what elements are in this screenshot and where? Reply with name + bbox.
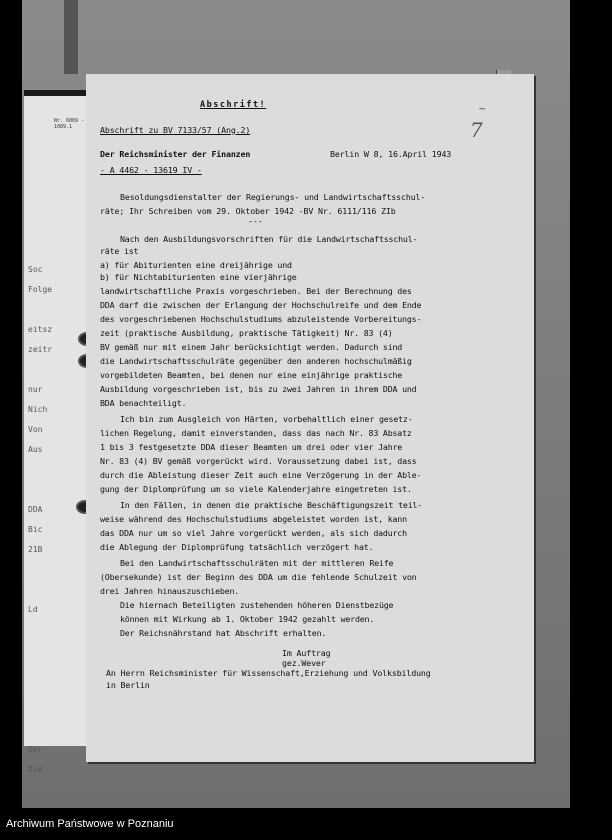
underlying-text-fragment: Bic <box>28 525 43 534</box>
reference-line: Abschrift zu BV 7133/57 (Ang.2) <box>100 125 251 135</box>
handwritten-mark: ~ <box>478 104 487 115</box>
underlying-text-fragment: Soc <box>28 265 43 274</box>
body-line: können mit Wirkung ab 1. Oktober 1942 gezahlt werden. <box>120 614 375 624</box>
body-line: durch die Ableistung dieser Zeit auch eine Verzögerung in der Able- <box>100 470 422 480</box>
underlying-text-fragment: Die <box>28 765 43 774</box>
binder-strip <box>64 0 78 74</box>
underlying-text-fragment: Ld <box>28 605 38 614</box>
body-line: BV gemäß nur mit einem Jahr berücksichtigt werden. Dadurch sind <box>100 342 403 352</box>
body-line: lichen Regelung, damit einverstanden, dass das nach Nr. 83 Absatz <box>100 428 412 438</box>
body-line: drei Jahren hinauszuschieben. <box>100 586 240 596</box>
underlying-text-fragment: Nich <box>28 405 48 414</box>
underlying-text-fragment: DDA <box>28 505 43 514</box>
body-line: In den Fällen, in denen die praktische Beschäftigungszeit teil- <box>120 500 423 510</box>
body-line: die Ablegung der Diplomprüfung tatsächlich verzögert hat. <box>100 542 374 552</box>
underlying-text-fragment: eitsz <box>28 325 53 334</box>
closing-im-auftrag: Im Auftrag <box>282 648 331 658</box>
body-line: 1 bis 3 festgesetzte DDA dieser Beamten um drei oder vier Jahre <box>100 442 403 452</box>
place-date: Berlin W 8, 16.April 1943 <box>330 149 452 159</box>
underlying-text-fragment: Folge <box>28 285 53 294</box>
body-line: Ich bin zum Ausgleich von Härten, vorbehaltlich einer gesetz- <box>120 414 413 424</box>
body-line: BDA benachteiligt. <box>100 398 187 408</box>
body-line: gung der Diplomprüfung um so viele Kalenderjahre eingetreten ist. <box>100 484 412 494</box>
sender: Der Reichsminister der Finanzen <box>100 149 251 159</box>
handwritten-page-number: 7 <box>470 118 483 142</box>
underlying-text-fragment: Dor <box>28 745 43 754</box>
separator: --- <box>248 216 263 226</box>
body-line: zeit (praktische Ausbildung, praktische Tätigkeit) Nr. 83 (4) <box>100 328 393 338</box>
subject-line-1: Besoldungsdienstalter der Regierungs- und Landwirtschaftsschul- <box>120 192 426 202</box>
subject-line-2: räte; Ihr Schreiben vom 29. Oktober 1942 -BV Nr. 6111/116 ZIb <box>100 206 396 216</box>
body-line: (Obersekunde) ist der Beginn des DDA um die fehlende Schulzeit von <box>100 572 417 582</box>
document-page <box>86 74 534 762</box>
body-line: Die hiernach Beteiligten zustehenden höheren Dienstbezüge <box>120 600 394 610</box>
body-line: a) für Abiturienten eine dreijährige und <box>100 260 292 270</box>
signature-name: gez.Wever <box>282 658 326 668</box>
body-line: DDA darf die zwischen der Erlangung der Hochschulreife und dem Ende <box>100 300 422 310</box>
underlying-text-fragment: Aus <box>28 445 43 454</box>
body-line: Nr. 83 (4) BV gemäß vorgerückt wird. Voraussetzung dabei ist, dass <box>100 456 417 466</box>
body-line: das DDA nur um so viel Jahre vorgerückt werden, als sich dadurch <box>100 528 407 538</box>
recipient-line-1: An Herrn Reichsminister für Wissenschaft,Erziehung und Volksbildung <box>106 668 431 678</box>
underlying-text-fragment: 21B <box>28 545 43 554</box>
body-line: Der Reichsnährstand hat Abschrift erhalten. <box>120 628 327 638</box>
scan-border-right <box>570 0 612 808</box>
body-line: Nach den Ausbildungsvorschriften für die Landwirtschaftsschul- <box>120 234 418 244</box>
body-line: die Landwirtschaftsschulräte gegenüber den anderen hochschulmäßig <box>100 356 412 366</box>
body-line: Ausbildung vorgeschrieben ist, bis zu zwei Jahren in ihrem DDA und <box>100 384 417 394</box>
underlying-text-fragment: Von <box>28 425 43 434</box>
body-line: weise während des Hochschulstudiums abgeleistet worden ist, kann <box>100 514 407 524</box>
body-line: des vorgeschriebenen Hochschulstudiums abzuleistende Vorbereitungs- <box>100 314 422 324</box>
underlying-text-fragment: zeitr <box>28 345 53 354</box>
archive-stamp: Nr. 6009 - 1089.1 <box>54 118 85 130</box>
file-number: - A 4462 - 13619 IV - <box>100 165 202 175</box>
archive-label: Archiwum Państwowe w Poznaniu <box>6 818 174 830</box>
body-line: vorgebildeten Beamten, bei denen nur eine einjährige praktische <box>100 370 403 380</box>
body-line: landwirtschaftliche Praxis vorgeschrieben. Bei der Berechnung des <box>100 286 412 296</box>
document-heading: Abschrift! <box>200 100 267 110</box>
body-line: räte ist <box>100 246 139 256</box>
underlying-text-fragment: nur <box>28 385 43 394</box>
body-line: b) für Nichtabiturienten eine vierjährige <box>100 272 297 282</box>
body-line: Bei den Landwirtschaftsschulräten mit der mittleren Reife <box>120 558 394 568</box>
recipient-line-2: in Berlin <box>106 680 150 690</box>
